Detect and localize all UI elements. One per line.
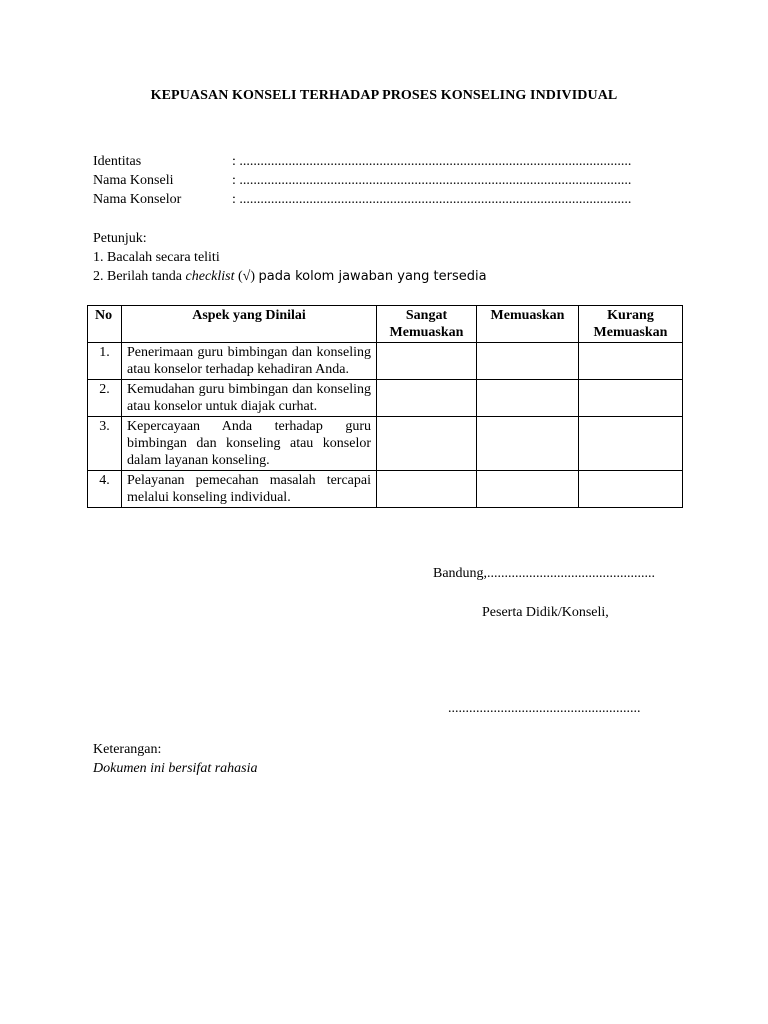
identity-label: Nama Konselor: [93, 192, 182, 207]
satisfaction-table: [87, 305, 683, 508]
header-kurang-memuaskan: Kurang Memuaskan: [579, 306, 683, 343]
table-row: [88, 380, 683, 417]
identity-label: Nama Konseli: [93, 173, 174, 188]
row-number: 4.: [88, 471, 122, 508]
note-section: [93, 740, 258, 778]
answer-cell-sangat-memuaskan[interactable]: [377, 417, 477, 471]
row-aspect: Kemudahan guru bimbingan dan konseling atau konselor untuk diajak curhat.: [122, 380, 377, 417]
header-no: No: [88, 306, 122, 343]
instructions-section: [93, 229, 693, 286]
instructions-heading: Petunjuk:: [93, 231, 147, 246]
header-sangat-memuaskan: Sangat Memuaskan: [377, 306, 477, 343]
identity-row-identitas: [93, 152, 683, 171]
note-label: Keterangan:: [93, 742, 162, 757]
signature-line: .......................................................: [448, 701, 641, 716]
page-title: KEPUASAN KONSELI TERHADAP PROSES KONSELING INDIVIDUAL: [150, 88, 618, 103]
table-row: [88, 417, 683, 471]
answer-cell-memuaskan[interactable]: [477, 471, 579, 508]
instruction-item-1: 1. Bacalah secara teliti: [93, 250, 220, 265]
place-date-line: Bandung,................................................: [433, 566, 656, 581]
answer-cell-kurang-memuaskan[interactable]: [579, 417, 683, 471]
row-aspect: Kepercayaan Anda terhadap guru bimbingan dan konseling atau konselor dalam layanan konseling.: [122, 417, 377, 471]
instruction-text-suffix: pada kolom jawaban yang tersedia: [258, 269, 487, 284]
identity-row-nama-konseli: [93, 171, 683, 190]
answer-cell-sangat-memuaskan[interactable]: [377, 471, 477, 508]
answer-cell-kurang-memuaskan[interactable]: [579, 380, 683, 417]
answer-cell-memuaskan[interactable]: [477, 343, 579, 380]
row-aspect: Penerimaan guru bimbingan dan konseling atau konselor terhadap kehadiran Anda.: [122, 343, 377, 380]
identity-section: [93, 152, 683, 209]
answer-cell-memuaskan[interactable]: [477, 380, 579, 417]
table-row: [88, 471, 683, 508]
identity-value-field: : ................................................................................................................: [232, 173, 632, 188]
identity-row-nama-konselor: [93, 190, 683, 209]
row-number: 3.: [88, 417, 122, 471]
row-number: 2.: [88, 380, 122, 417]
identity-value-field: : ................................................................................................................: [232, 154, 632, 169]
header-aspek: Aspek yang Dinilai: [122, 306, 377, 343]
instruction-text: 2. Berilah tanda: [93, 269, 186, 284]
answer-cell-sangat-memuaskan[interactable]: [377, 380, 477, 417]
note-text: Dokumen ini bersifat rahasia: [93, 761, 258, 776]
header-memuaskan: Memuaskan: [477, 306, 579, 343]
row-aspect: Pelayanan pemecahan masalah tercapai melalui konseling individual.: [122, 471, 377, 508]
identity-label: Identitas: [93, 154, 142, 169]
identity-value-field: : ................................................................................................................: [232, 192, 632, 207]
answer-cell-sangat-memuaskan[interactable]: [377, 343, 477, 380]
instruction-item-2: [93, 267, 693, 286]
instruction-emphasis: checklist: [185, 269, 235, 284]
answer-cell-memuaskan[interactable]: [477, 417, 579, 471]
table-header-row: [88, 306, 683, 343]
checkmark-symbol: (√): [234, 269, 259, 284]
answer-cell-kurang-memuaskan[interactable]: [579, 471, 683, 508]
answer-cell-kurang-memuaskan[interactable]: [579, 343, 683, 380]
table-row: [88, 343, 683, 380]
signer-role: Peserta Didik/Konseli,: [482, 605, 609, 620]
row-number: 1.: [88, 343, 122, 380]
